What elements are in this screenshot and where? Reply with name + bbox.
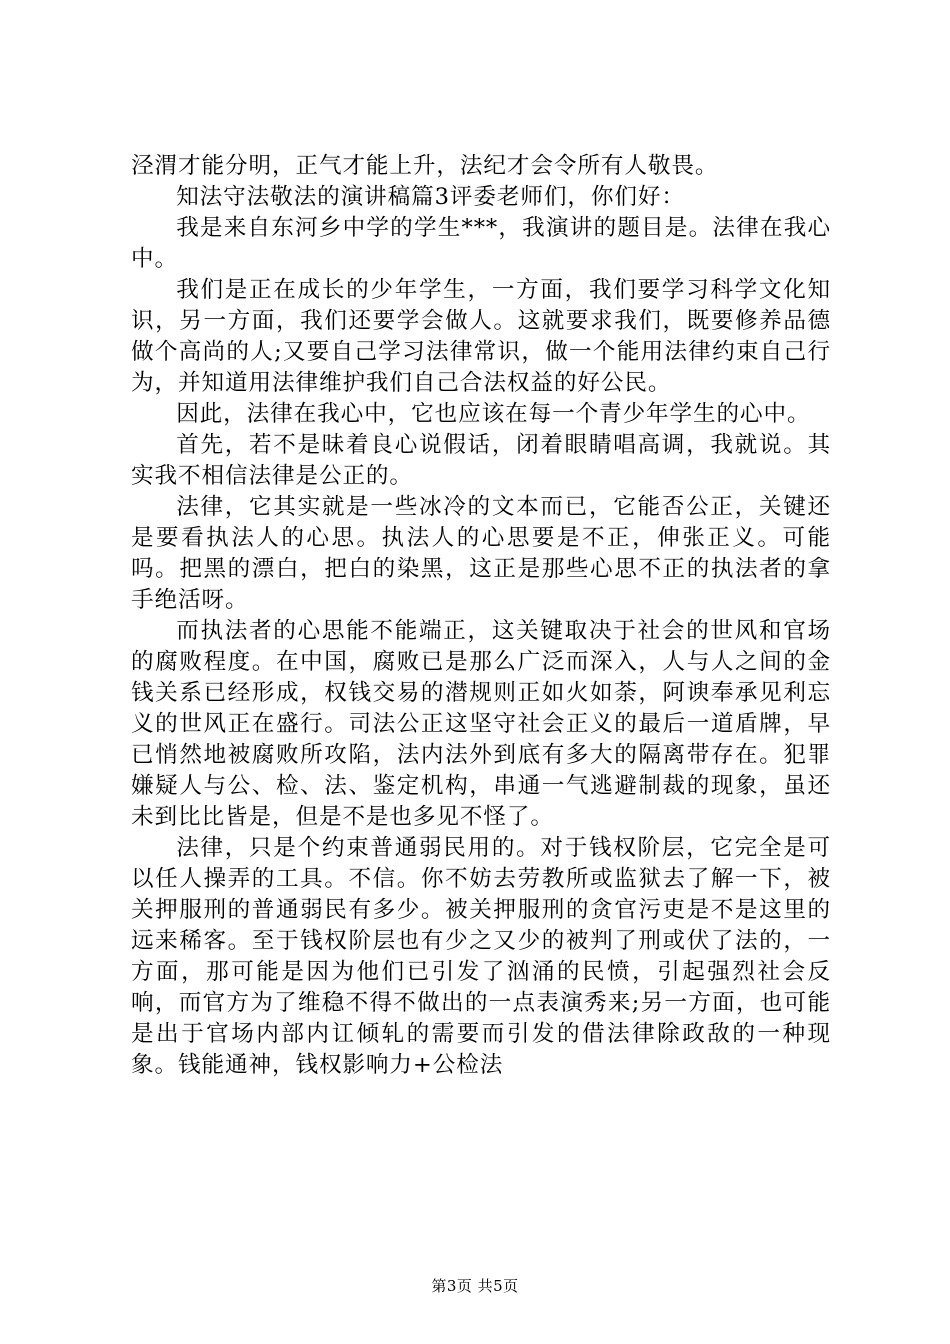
document-body [131,151,831,1081]
page-footer: 第3页 共5页 [431,1277,519,1295]
paragraph: 而执法者的心思能不能端正，这关键取决于社会的世风和官场的腐败程度。在中国，腐败已是那么广泛而深入，人与人之间的金钱关系已经形成，权钱交易的潜规则正如火如荼，阿谀奉承见利忘义的世风正在盛行。司法公正这坚守社会正义的最后一道盾牌，早已悄然地被腐败所攻陷，法内法外到底有多大的隔离带存在。犯罪嫌疑人与公、检、法、鉴定机构，串通一气逃避制裁的现象，虽还未到比比皆是，但是不是也多见不怪了。 [131,618,831,830]
paragraph-continuation: 泾渭才能分明，正气才能上升，法纪才会令所有人敬畏。 [131,153,719,179]
paragraph: 我们是正在成长的少年学生，一方面，我们要学习科学文化知识，另一方面，我们还要学会做人。这就要求我们，既要修养品德做个高尚的人;又要自己学习法律常识，做一个能用法律约束自己行为，并知道用法律维护我们自己合法权益的好公民。 [131,277,831,396]
paragraph: 法律，它其实就是一些冰冷的文本而已，它能否公正，关键还是要看执法人的心思。执法人的心思要是不正，伸张正义。可能吗。把黑的漂白，把白的染黑，这正是那些心思不正的执法者的拿手绝活呀。 [131,494,831,613]
paragraph: 首先，若不是昧着良心说假话，闭着眼睛唱高调，我就说。其实我不相信法律是公正的。 [131,432,831,489]
paragraph: 法律，只是个约束普通弱民用的。对于钱权阶层，它完全是可以任人操弄的工具。不信。你不妨去劳教所或监狱去了解一下，被关押服刑的普通弱民有多少。被关押服刑的贪官污吏是不是这里的远来稀客。至于钱权阶层也有少之又少的被判了刑或伏了法的，一方面，那可能是因为他们已引发了汹涌的民愤，引起强烈社会反响，而官方为了维稳不得不做出的一点表演秀来;另一方面，也可能是出于官场内部内讧倾轧的需要而引发的借法律除政敌的一种现象。钱能通神，钱权影响力+公检法 [131,835,831,1078]
paragraph: 因此，法律在我心中，它也应该在每一个青少年学生的心中。 [176,401,811,427]
paragraph-heading-line: 知法守法敬法的演讲稿篇3评委老师们，你们好： [176,184,685,210]
paragraph: 我是来自东河乡中学的学生***，我演讲的题目是。法律在我心中。 [131,215,831,272]
